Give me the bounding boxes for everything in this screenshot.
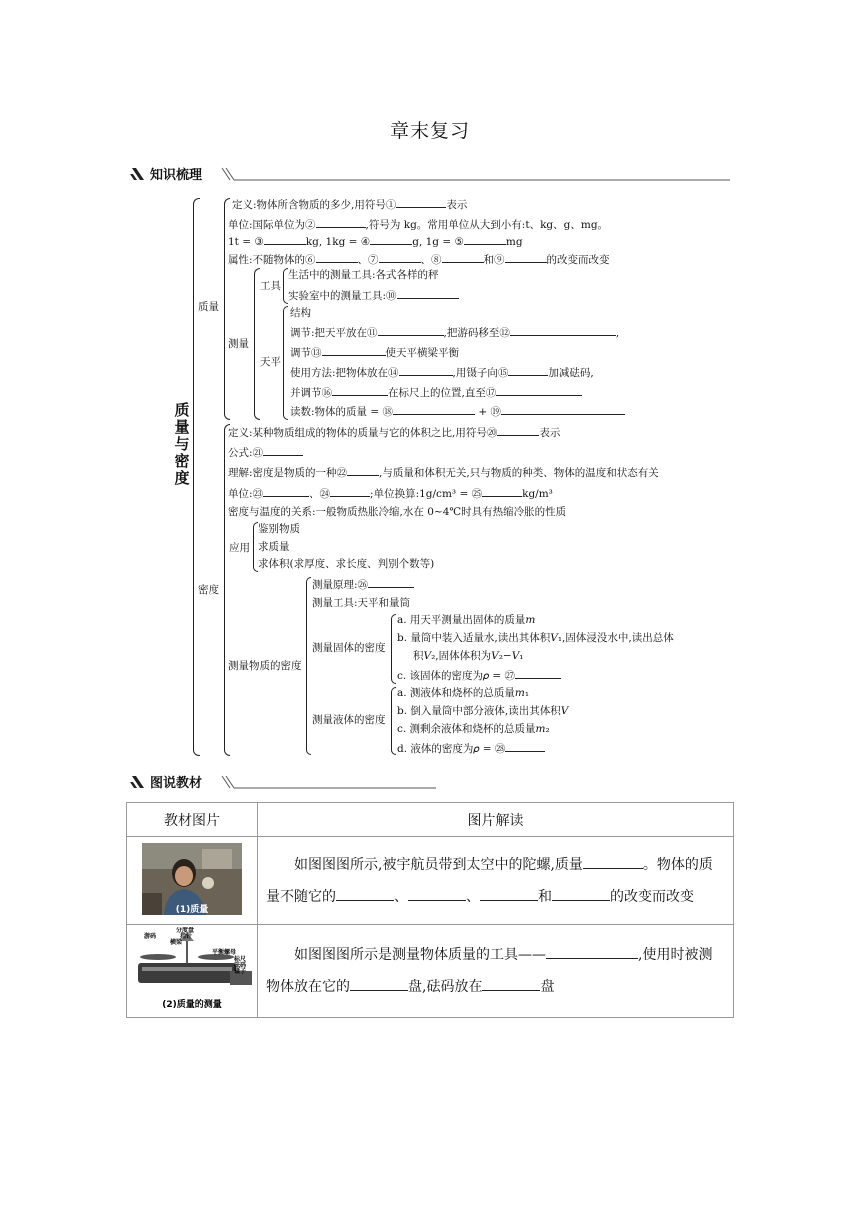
- diagram-label: 分度盘: [176, 927, 195, 934]
- liquid-step-a: a. 测液体和烧杯的总质量𝑚₁: [397, 687, 530, 699]
- balance-diagram: [130, 927, 254, 1011]
- mass-unit: 单位:国际单位为② ,符号为 kg。常用单位从大到小有:t、kg、g、mg。: [228, 216, 608, 232]
- balance-reading-text: 物体放在它的 盘,砝码放在 盘: [266, 971, 723, 1003]
- density-unit: 单位:㉓ 、㉔ ;单位换算:1g/cm³ = ㉕ kg/m³: [228, 485, 553, 501]
- density-formula: 公式:㉑: [228, 444, 303, 460]
- tools-lab: 实验室中的测量工具:⑩: [288, 287, 459, 303]
- mass-label: 质量: [198, 301, 219, 313]
- main-brace: [193, 198, 200, 756]
- balance-adjust: 调节:把天平放在⑪ ,把游码移至⑫ ,: [290, 324, 619, 340]
- application-item: 鉴别物质: [258, 523, 300, 535]
- application-label: 应用: [229, 542, 250, 554]
- image-caption: (1)质量: [175, 904, 209, 915]
- section-header-knowledge: [130, 164, 730, 184]
- density-label: 密度: [198, 584, 219, 596]
- density-understand: 理解:密度是物质的一种㉒ ,与质量和体积无关,只与物质的种类、物体的温度和状态有关: [228, 464, 659, 480]
- mass-definition: 定义:物体所含物质的多少,用符号① 表示: [232, 196, 467, 212]
- measure-tools: 测量工具:天平和量筒: [312, 597, 411, 609]
- application-item: 求质量: [258, 541, 290, 553]
- table-row: [127, 837, 734, 925]
- liquid-label: 测量液体的密度: [312, 714, 386, 726]
- solid-step-b1: b. 量筒中装入适量水,读出其体积𝑉₁,固体浸没水中,读出总体: [397, 632, 674, 644]
- balance-brace: [283, 306, 288, 420]
- mass-reading-text: 量不随它的 、 、 和 的改变而改变: [266, 881, 723, 913]
- density-temperature: 密度与温度的关系:一般物质热胀冷缩,水在 0~4℃时具有热缩冷胀的性质: [228, 506, 567, 518]
- section-title: 图说教材: [150, 776, 203, 791]
- diagram-label: 镊子: [234, 968, 247, 975]
- section-slash-icon: [130, 774, 146, 790]
- balance-reading-text: 如图图图所示是测量物体质量的工具—— ,使用时被测: [266, 939, 723, 971]
- liquid-step-d: d. 液体的密度为𝜌 = ㉘: [397, 740, 545, 756]
- measure-principle: 测量原理:㉖: [312, 576, 414, 592]
- section-title: 知识梳理: [150, 168, 203, 183]
- image-caption: (2)质量的测量: [162, 1000, 222, 1010]
- mass-conversion: 1t = ③ kg, 1kg = ④ g, 1g = ⑤ mg: [228, 233, 523, 249]
- solid-brace: [391, 614, 396, 684]
- solid-label: 测量固体的密度: [312, 642, 386, 654]
- tree-main-title: 质 量 与 密 度: [174, 401, 190, 487]
- application-item: 求体积(求厚度、求长度、判别个数等): [258, 558, 435, 570]
- astronaut-photo: [142, 843, 242, 915]
- diagram-label: 游码: [144, 933, 157, 940]
- balance-structure: 结构: [290, 307, 311, 319]
- balance-adjust2: 调节⑬ 使天平横梁平衡: [290, 344, 459, 360]
- table-row: [127, 925, 734, 1018]
- table-image-cell: [127, 925, 258, 1018]
- table-header: 图片解读: [258, 803, 734, 837]
- section-divider-icon: [220, 774, 440, 790]
- mass-property: 属性:不随物体的⑥ 、⑦ 、⑧ 和⑨ 的改变而改变: [228, 251, 610, 267]
- tools-life: 生活中的测量工具:各式各样的秤: [288, 269, 439, 281]
- solid-step-b2: 积𝑉₂,固体体积为𝑉₂−𝑉₁: [413, 650, 524, 662]
- mass-measure-label: 测量: [228, 338, 249, 350]
- diagram-label: 砝码: [234, 962, 247, 969]
- section-divider-icon: [220, 166, 740, 182]
- mass-reading-text: 如图图图所示,被宇航员带到太空中的陀螺,质量 。物体的质: [266, 849, 723, 881]
- liquid-brace: [391, 687, 396, 755]
- section-header-pictures: [130, 772, 450, 792]
- diagram-label: 标尺: [234, 956, 247, 963]
- balance-usage: 使用方法:把物体放在⑭ ,用镊子向⑮ 加减砝码,: [290, 364, 594, 380]
- diagram-label: 横梁: [170, 939, 183, 946]
- picture-table: [126, 802, 734, 1018]
- balance-reading: 读数:物体的质量 = ⑱ + ⑲: [290, 403, 625, 419]
- balance-usage2: 并调节⑯ 在标尺上的位置,直至⑰: [290, 384, 582, 400]
- diagram-label: 平衡螺母: [212, 949, 237, 956]
- table-header: 教材图片: [127, 803, 258, 837]
- balance-label: 天平: [260, 356, 281, 368]
- diagram-label: 指针: [180, 933, 193, 940]
- solid-step-a: a. 用天平测量出固体的质量𝑚: [397, 614, 536, 626]
- solid-step-c: c. 该固体的密度为𝜌 = ㉗: [397, 667, 561, 683]
- measure-density-brace: [306, 577, 311, 755]
- page-title: 章末复习: [390, 120, 471, 142]
- section-slash-icon: [130, 166, 146, 182]
- liquid-step-b: b. 倒入量筒中部分液体,读出其体积𝑉: [397, 705, 569, 717]
- table-image-cell: [127, 837, 258, 925]
- measure-density-label: 测量物质的密度: [228, 660, 302, 672]
- tools-label: 工具: [260, 280, 281, 292]
- liquid-step-c: c. 测剩余液体和烧杯的总质量𝑚₂: [397, 723, 550, 735]
- density-definition: 定义:某种物质组成的物体的质量与它的体积之比,用符号⑳ 表示: [228, 424, 560, 440]
